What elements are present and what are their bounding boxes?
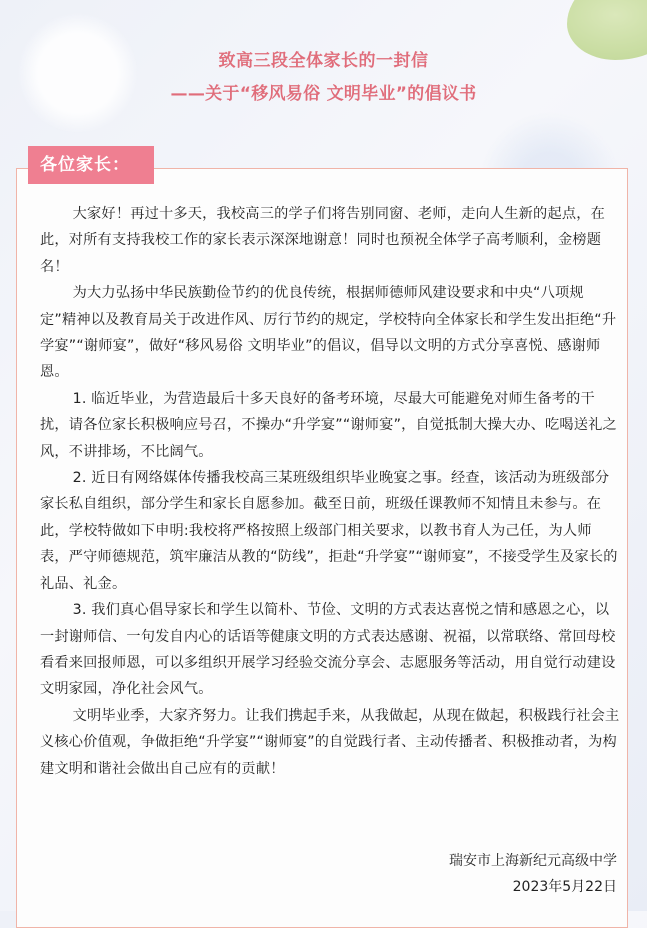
- paragraph-greeting: 大家好！再过十多天，我校高三的学子们将告别同窗、老师，走向人生新的起点，在此，对所有支持我校工作的家长表示深深地谢意！同时也预祝全体学子高考顺利，金榜题名！: [40, 206, 605, 275]
- signature-date: 2023年5月22日: [512, 879, 617, 895]
- signature-block: [449, 848, 617, 900]
- paragraph-point-3: 3. 我们真心倡导家长和学生以简朴、节俭、文明的方式表达喜悦之情和感恩之心，以一封谢师信、一句发自内心的话语等健康文明的方式表达感谢、祝福，以常联络、常回母校看看来回报师恩，可以多组织开展学习经验交流分享会、志愿服务等活动，用自觉行动建设文明家园，净化社会风气。: [40, 602, 616, 698]
- signature-school: 瑞安市上海新纪元高级中学: [449, 853, 617, 869]
- title-main: 致高三段全体家长的一封信: [218, 51, 429, 71]
- paragraph-point-1: 1. 临近毕业，为营造最后十多天良好的备考环境，尽最大可能避免对师生备考的干扰，请各位家长积极响应号召，不操办“升学宴”“谢师宴”，自觉抵制大操大办、吃喝送礼之风，不讲排场，不比阔气。: [40, 390, 617, 460]
- letter-title: [0, 48, 647, 108]
- paragraph-point-2: 2. 近日有网络媒体传播我校高三某班级组织毕业晚宴之事。经查，该活动为班级部分家长私自组织，部分学生和家长自愿参加。截至日前，班级任课教师不知情且未参与。在此，学校特做如下申明:我校将严格按照上级部门相关要求，以教书育人为己任，为人师表，严守师德规范，筑牢廉洁从教的“防线”，拒赴“升学宴”“谢师宴”，不接受学生及家长的礼品、礼金。: [40, 470, 618, 592]
- paragraph-closing: 文明毕业季，大家齐努力。让我们携起手来，从我做起，从现在做起，积极践行社会主义核心价值观，争做拒绝“升学宴”“谢师宴”的自觉践行者、主动传播者、积极推动者，为构建文明和谐社会做出自己应有的贡献！: [40, 707, 620, 777]
- title-subtitle: ——关于“移风易俗 文明毕业”的倡议书: [170, 84, 477, 104]
- letter-body: [40, 201, 620, 782]
- paragraph-intro: 为大力弘扬中华民族勤俭节约的优良传统，根据师德师风建设要求和中央“八项规定”精神以及教育局关于改进作风、厉行节约的规定，学校特向全体家长和学生发出拒绝“升学宴”“谢师宴”，做好“移风易俗 文明毕业”的倡议，倡导以文明的方式分享喜悦、感谢师恩。: [40, 285, 617, 381]
- salutation-banner: 各位家长：: [28, 146, 154, 184]
